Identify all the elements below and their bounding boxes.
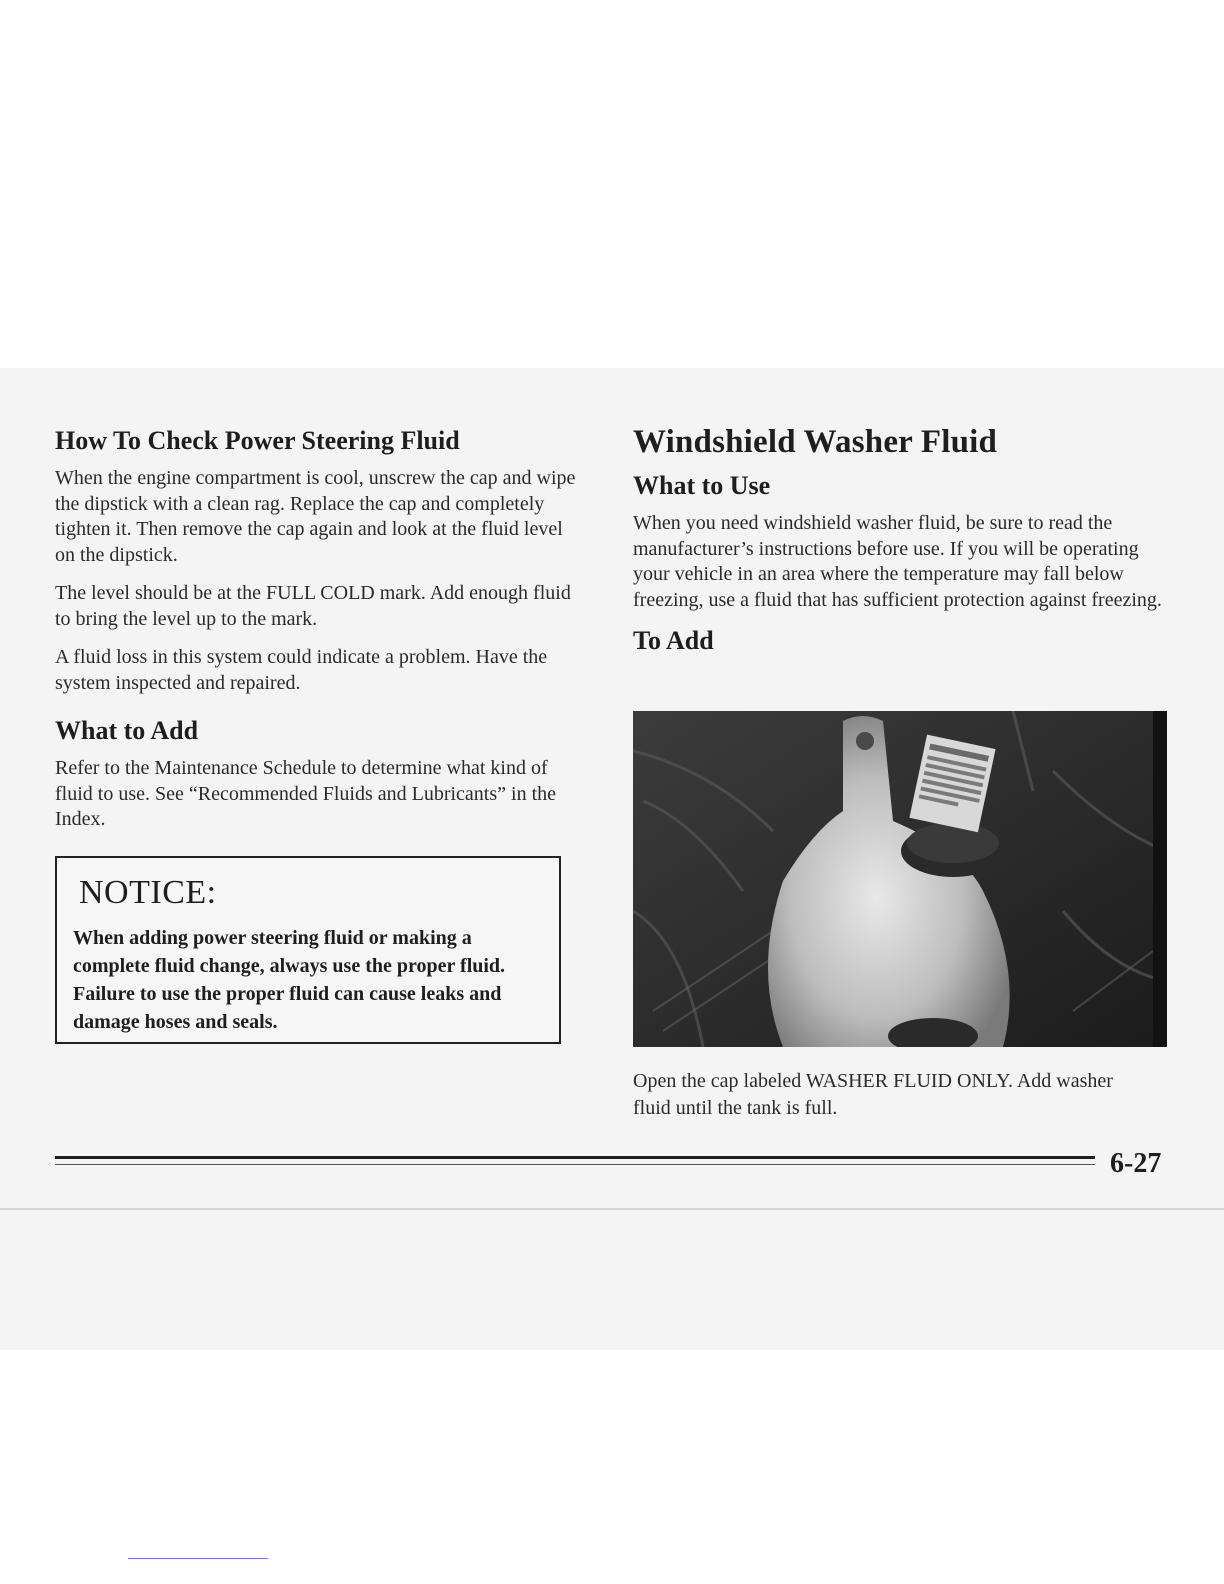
notice-body: When adding power steering fluid or making a complete fluid change, always use the proper fluid. Failure to use the proper fluid can cause leaks and damage hoses and seals. xyxy=(73,927,506,1033)
notice-box xyxy=(55,856,561,1044)
what-to-use-paragraph: When you need windshield washer fluid, be sure to read the manufacturer’s instructions before use. If you will be operating your vehicle in an area where the temperature may fall below freezing, use a fluid that has sufficient protection against freezing. xyxy=(633,512,1162,611)
power-steering-paragraph-2: The level should be at the FULL COLD mark. Add enough fluid to bring the level up to the mark. xyxy=(55,582,571,630)
power-steering-heading: How To Check Power Steering Fluid xyxy=(55,426,460,455)
footer-rule xyxy=(55,1156,1105,1176)
what-to-add-paragraph: Refer to the Maintenance Schedule to determine what kind of fluid to use. See “Recommended Fluids and Lubricants” in the Index. xyxy=(55,757,556,830)
page-number: 6-27 xyxy=(1110,1148,1162,1179)
left-column xyxy=(55,424,580,846)
footer-rule-thin xyxy=(55,1164,1095,1165)
power-steering-paragraph-3: A fluid loss in this system could indicate a problem. Have the system inspected and repaired. xyxy=(55,646,548,694)
scan-edge-line xyxy=(0,1208,1224,1210)
to-add-heading: To Add xyxy=(633,626,714,655)
decorative-blue-line xyxy=(128,1558,268,1559)
right-column xyxy=(633,424,1173,666)
notice-title: NOTICE: xyxy=(79,874,217,911)
washer-fluid-heading: Windshield Washer Fluid xyxy=(633,424,998,460)
washer-reservoir-illustration xyxy=(633,711,1167,1047)
power-steering-paragraph-1: When the engine compartment is cool, unscrew the cap and wipe the dipstick with a clean rag. Replace the cap and completely tighten it. Then remove the cap again and look at the fluid level on the dipstick. xyxy=(55,467,576,566)
what-to-use-heading: What to Use xyxy=(633,471,771,500)
washer-reservoir-photo xyxy=(633,711,1167,1047)
footer-rule-thick xyxy=(55,1156,1095,1159)
what-to-add-heading: What to Add xyxy=(55,716,199,745)
photo-caption: Open the cap labeled WASHER FLUID ONLY. Add washer fluid until the tank is full. xyxy=(633,1070,1113,1119)
